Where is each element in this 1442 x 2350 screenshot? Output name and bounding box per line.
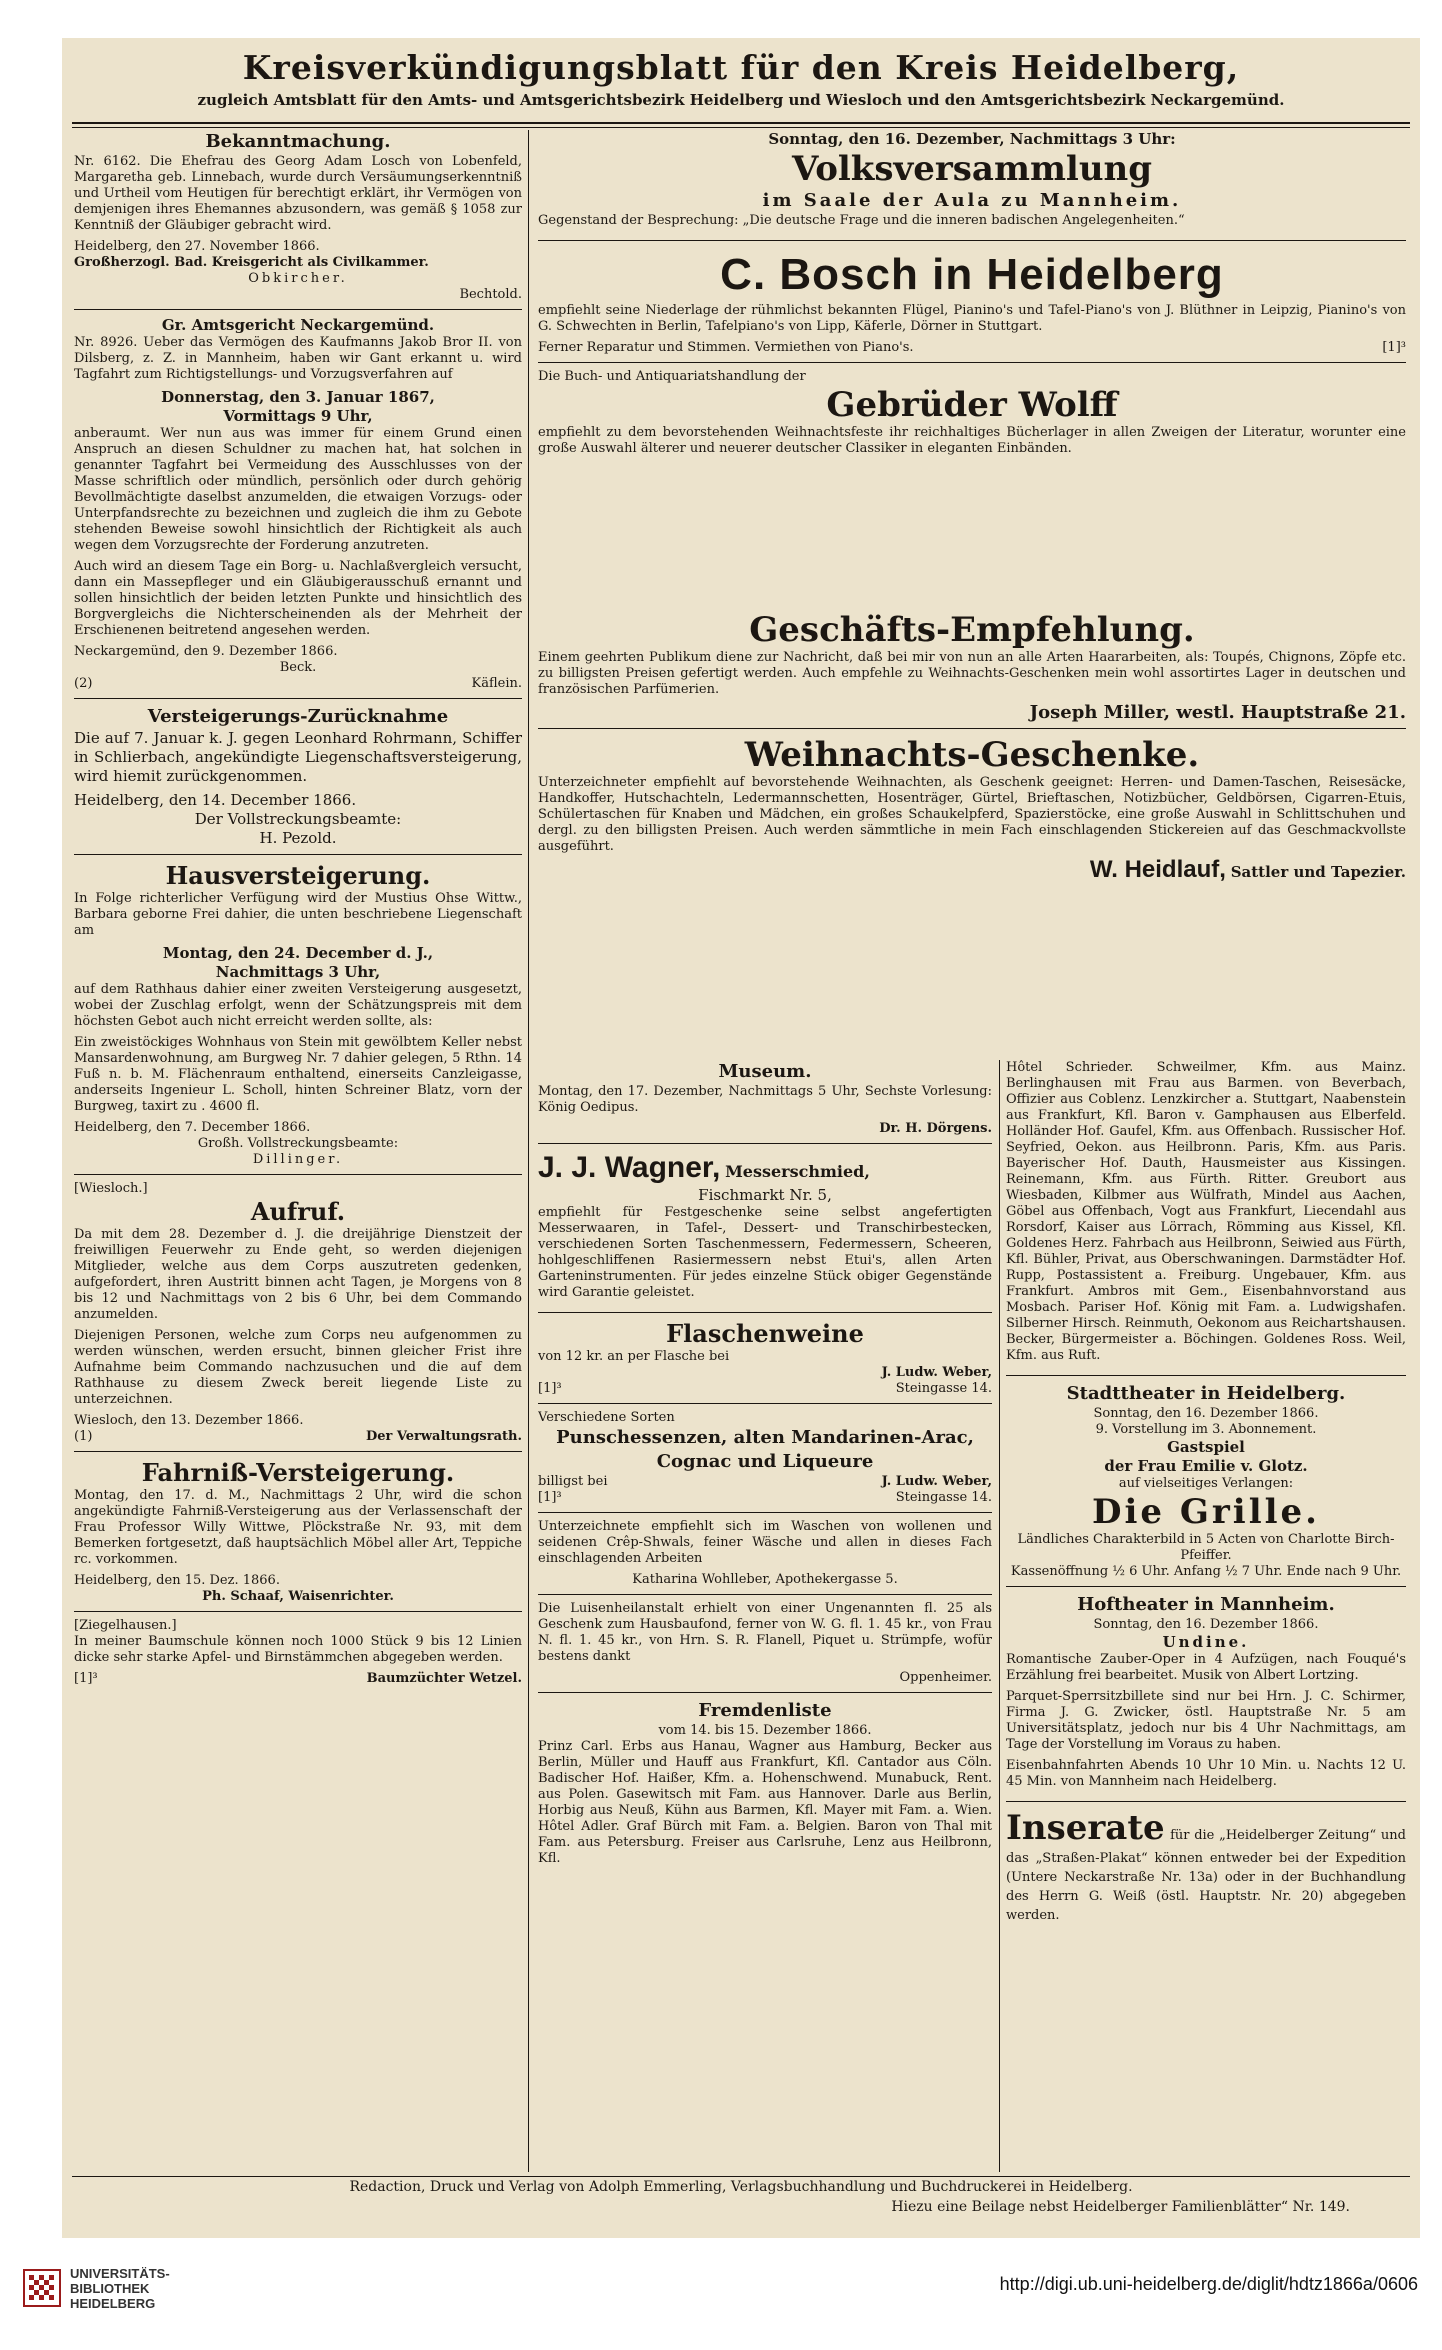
notice-signature: Beck. xyxy=(279,660,317,675)
ad-railway: Eisenbahnfahrten Abends 10 Uhr 10 Min. u. Nachts 12 U. 45 Min. von Mannheim nach Heidelberg. xyxy=(1006,1758,1406,1789)
ad-date: Sonntag, den 16. Dezember 1866. xyxy=(1093,1617,1319,1632)
ad-body: für die „Heidelberger Zeitung“ und das „Straßen-Plakat“ können entweder bei der Expedition (Untere Neckarstraße Nr. 13a) oder in der Buchhandlung des Herrn G. Weiß (östl. Hauptstr. Nr. 20) abgegeben werden. xyxy=(1006,1828,1406,1923)
ad-flaschenweine xyxy=(538,1319,992,1404)
notice-body: Ein zweistöckiges Wohnhaus von Stein mit gewölbtem Keller nebst Mansardenwohnung, am Burgweg Nr. 7 dahier gelegen, 5 Rthn. 14 Fuß n. b. M. Flächenraum enthaltend, einerseits Canzleigasse, anderseits Ingenieur L. Scholl, hinten Schreiner Blatz, vorn der Burgweg, taxirt zu . 4600 fl. xyxy=(74,1035,522,1114)
notice-body: Nr. 6162. Die Ehefrau des Georg Adam Losch von Lobenfeld, Margaretha geb. Linnebach, wurde durch Versäumungserkenntniß und Urtheil vom Heutigen für berechtigt erklärt, ihr Vermögen von demjenigen ihres Ehemannes abzusondern, was gemäß § 1058 zur Kenntniß der Gläubiger gebracht wird. xyxy=(74,154,522,233)
notice-ziegelhausen xyxy=(74,1618,522,1687)
library-logo-icon xyxy=(22,2268,62,2308)
ad-body: Unterzeichnete empfiehlt sich im Waschen von wollenen und seidenen Crêp-Shwals, feiner Wäsche und allen in dieses Fach einschlagenden Arbeiten xyxy=(538,1519,992,1566)
right-middle-column xyxy=(538,610,1406,1060)
ad-title: Gebrüder Wolff xyxy=(826,385,1118,425)
library-name xyxy=(70,2266,170,2311)
notice-date: Heidelberg, den 14. December 1866. xyxy=(74,791,357,809)
ad-body: Einem geehrten Publikum diene zur Nachricht, daß bei mir von nun an alle Arten Haararbeiten, als: Toupés, Chignons, Zöpfe etc. zu billigsten Preisen gefertigt werden. Auch empfehle zu Weihnachts-Geschenken mein wohl assortirtes Lager in deutschen und französischen Parfümerien. xyxy=(538,650,1406,697)
column-divider xyxy=(999,1060,1000,2172)
ad-footer xyxy=(538,340,1406,356)
ad-wolff xyxy=(538,369,1406,457)
notice-title: Gr. Amtsgericht Neckargemünd. xyxy=(161,316,435,334)
ad-title: C. Bosch in Heidelberg xyxy=(720,250,1224,299)
ad-request: auf vielseitiges Verlangen: xyxy=(1118,1476,1294,1491)
ad-number: [1]³ xyxy=(538,1490,562,1505)
ad-number: [1]³ xyxy=(538,1381,562,1396)
ad-gastspiel: Gastspiel xyxy=(1167,1438,1245,1456)
column-divider xyxy=(528,130,529,2172)
notice-signature: Käflein. xyxy=(471,676,522,691)
list-date: vom 14. bis 15. Dezember 1866. xyxy=(658,1723,872,1738)
notice-date: Wiesloch, den 13. Dezember 1866. xyxy=(74,1413,304,1428)
ad-body: Gegenstand der Besprechung: „Die deutsche Frage und die inneren badischen Angelegenheiten.“ xyxy=(538,213,1185,228)
ad-signature-name: W. Heidlauf, xyxy=(1089,856,1226,883)
ad-bosch xyxy=(538,247,1406,363)
ad-body: Die Luisenheilanstalt erhielt von einer Ungenannten fl. 25 als Geschenk zum Hausbaufond, ferner von W. G. fl. 1. 45 kr., von Frau N. fl. 1. 45 kr., von Hrn. S. R. Flanell, Piquet u. Strümpfe, wofür bestens dankt xyxy=(538,1601,992,1664)
notice-signature: Obkircher. xyxy=(248,271,348,286)
notice-court: Großherzogl. Bad. Kreisgericht als Civilkammer. xyxy=(74,255,429,270)
ad-inserate xyxy=(1006,1808,1406,1924)
left-column xyxy=(74,130,522,2172)
notice-time: Nachmittags 3 Uhr, xyxy=(215,963,381,981)
right-column xyxy=(1006,1060,1406,2172)
newspaper-page xyxy=(62,38,1420,2238)
source-url[interactable]: http://digi.ub.uni-heidelberg.de/diglit/hdtz1866a/0606 xyxy=(999,2274,1418,2294)
masthead xyxy=(62,48,1420,109)
ad-title: Museum. xyxy=(718,1061,812,1082)
notice-body: Da mit dem 28. Dezember d. J. die dreijährige Dienstzeit der freiwilligen Feuerwehr zu Ende geht, so werden diejenigen Mitglieder, welche aus dem Corps auszutreten gedenken, aufgefordert, ihren Austritt binnen acht Tagen, je Morgens von 8 bis 12 und Nachmittags von 2 bis 6 Uhr, bei dem Commando anzumelden. xyxy=(74,1227,522,1322)
ad-date: Sonntag, den 16. Dezember 1866. xyxy=(1093,1406,1319,1421)
notice-number: (2) xyxy=(74,676,93,691)
ad-waescherei xyxy=(538,1519,992,1595)
ad-play-title: Die Grille. xyxy=(1091,1492,1321,1532)
notice-place: [Ziegelhausen.] xyxy=(74,1618,177,1633)
ad-body: empfiehlt für Festgeschenke seine selbst angefertigten Messerwaaren, in Tafel-, Dessert- und Transchirbestecken, verschiedenen Sorten Taschenmessern, Federmessern, Scheeren, hohlgeschliffenen Rasiermessern nebst Etui's, allen Arten Garteninstrumenten. Für jedes einzelne Stück obiger Gegenstände wird Garantie geleistet. xyxy=(538,1205,992,1300)
ad-title: Volksversammlung xyxy=(791,149,1153,189)
library-name-line: HEIDELBERG xyxy=(70,2296,156,2311)
ad-subtitle: Messerschmied, xyxy=(725,1162,870,1181)
ad-museum xyxy=(538,1060,992,1144)
notice-number: [1]³ xyxy=(74,1671,98,1686)
ad-signature: Oppenheimer. xyxy=(899,1670,992,1685)
ad-title: Inserate xyxy=(1006,1808,1165,1848)
ad-title: Stadttheater in Heidelberg. xyxy=(1066,1383,1346,1404)
ad-address: Steingasse 14. xyxy=(895,1490,992,1505)
ad-line xyxy=(538,1474,992,1490)
notice-date: Heidelberg, den 15. Dez. 1866. xyxy=(74,1573,280,1588)
notice-body: Nr. 8926. Ueber das Vermögen des Kaufmanns Jakob Bror II. von Dilsberg, z. Z. in Mannheim, haben wir Gant erkannt u. wird Tagfahrt zum Richtigstellungs- und Vorzugsverfahren auf xyxy=(74,335,522,382)
notice-hausversteigerung xyxy=(74,861,522,1175)
ad-stadttheater xyxy=(1006,1382,1406,1587)
notice-body: Die auf 7. Januar k. J. gegen Leonhard Rohrmann, Schiffer in Schlierbach, angekündigte Liegenschaftsversteigerung, wird hiemit zurückgenommen. xyxy=(74,729,522,785)
notice-signature: Baumzüchter Wetzel. xyxy=(366,1671,522,1686)
imprint xyxy=(72,2176,1410,2217)
ad-title: Flaschenweine xyxy=(666,1319,864,1348)
notice-date: Montag, den 24. December d. J., xyxy=(162,944,434,962)
notice-footer xyxy=(74,1429,522,1445)
ad-title: Weihnachts-Geschenke. xyxy=(744,735,1200,775)
notice-signature: Der Verwaltungsrath. xyxy=(365,1429,522,1444)
fremdenliste xyxy=(538,1699,992,1867)
notice-body: In Folge richterlicher Verfügung wird der Mustius Ohse Wittw., Barbara geborne Frei dahier, die unten beschriebene Liegenschaft am xyxy=(74,891,522,938)
notice-number: (1) xyxy=(74,1429,93,1444)
notice-footer xyxy=(74,1671,522,1687)
notice-signature: H. Pezold. xyxy=(259,829,337,847)
notice-aufruf xyxy=(74,1181,522,1452)
ad-body: Ferner Reparatur und Stimmen. Vermiethen von Piano's. xyxy=(538,340,914,355)
ad-volksversammlung xyxy=(538,130,1406,241)
ad-address: Fischmarkt Nr. 5, xyxy=(698,1186,832,1204)
notice-title: Bekanntmachung. xyxy=(205,131,391,152)
ad-location: im Saale der Aula zu Mannheim. xyxy=(762,190,1182,211)
notice-title: Versteigerungs-Zurücknahme xyxy=(147,706,449,727)
ad-guest: der Frau Emilie v. Glotz. xyxy=(1104,1457,1308,1475)
ad-luisenheilanstalt xyxy=(538,1601,992,1693)
ad-title: Punschessenzen, alten Mandarinen-Arac, Cognac und Liqueure xyxy=(556,1427,974,1472)
ad-tickets: Parquet-Sperrsitzbillete sind nur bei Hrn. J. C. Schirmer, Firma J. G. Zwicker, östl. Hauptstraße Nr. 5 am Universitätsplatz, jedoch nur bis 4 Uhr Nachmittags, am Tage der Vorstellung im Voraus zu haben. xyxy=(1006,1689,1406,1752)
ad-signature: Dr. H. Dörgens. xyxy=(879,1121,992,1136)
notice-footer xyxy=(74,676,522,692)
ad-hoftheater xyxy=(1006,1593,1406,1802)
ad-date: Sonntag, den 16. Dezember, Nachmittags 3 Uhr: xyxy=(768,130,1176,148)
ad-signature: Katharina Wohlleber, Apothekergasse 5. xyxy=(632,1572,898,1587)
notice-place: Heidelberg, den 7. December 1866. xyxy=(74,1120,311,1135)
imprint-line: Redaction, Druck und Verlag von Adolph Emmerling, Verlagsbuchhandlung und Buchdruckerei in Heidelberg. xyxy=(349,2179,1133,2195)
ad-time: Kassenöffnung ½ 6 Uhr. Anfang ½ 7 Uhr. Ende nach 9 Uhr. xyxy=(1010,1564,1402,1579)
notice-signature: Dillinger. xyxy=(252,1152,344,1167)
ad-title: Geschäfts-Empfehlung. xyxy=(749,610,1195,650)
ad-body: Unterzeichneter empfiehlt auf bevorstehende Weihnachten, als Geschenk geeignet: Herren- und Damen-Taschen, Reisesäcke, Handkoffer, Hutschachteln, Ledermannschetten, Hosenträger, Gürtel, Brieftaschen, Notizbücher, Geldbörsen, Cigarren-Etuis, Schülertaschen für Knaben und Mädchen, ein großes Schaukelpferd, Spazierstöcke, eine große Auswahl in Schlittschuhen und dergl. zu den billigsten Preisen. Auch werden sämmtliche in mein Fach einschlagenden Stickereien auf das Geschmackvollste ausgeführt. xyxy=(538,775,1406,854)
ad-description: Romantische Zauber-Oper in 4 Aufzügen, nach Fouqué's Erzählung frei bearbeitet. Musik von Albert Lortzing. xyxy=(1006,1652,1406,1683)
notice-office: Großh. Vollstreckungsbeamte: xyxy=(197,1136,399,1151)
notice-body: In meiner Baumschule können noch 1000 Stück 9 bis 12 Linien dicke sehr starke Apfel- und Birnstämmchen abgegeben werden. xyxy=(74,1634,522,1665)
notice-amtsgericht xyxy=(74,316,522,699)
ad-number: [1]³ xyxy=(1382,340,1406,355)
ad-signature xyxy=(538,856,1406,883)
library-name-line: UNIVERSITÄTS- xyxy=(70,2266,170,2281)
ad-title: Hoftheater in Mannheim. xyxy=(1077,1594,1335,1615)
ad-title-row xyxy=(538,1150,992,1186)
notice-signature: Bechtold. xyxy=(459,287,522,302)
ad-footer xyxy=(538,1381,992,1397)
notice-fahrniss-versteigerung xyxy=(74,1458,522,1612)
notice-place: [Wiesloch.] xyxy=(74,1181,148,1196)
ad-wagner xyxy=(538,1150,992,1313)
masthead-rule xyxy=(72,122,1410,128)
ad-weihnachts-geschenke xyxy=(538,735,1406,882)
notice-office: Der Vollstreckungsbeamte: xyxy=(194,810,402,828)
ad-punsch xyxy=(538,1410,992,1513)
notice-date: Heidelberg, den 27. November 1866. xyxy=(74,239,320,254)
ad-performance: 9. Vorstellung im 3. Abonnement. xyxy=(1095,1422,1317,1437)
ad-signature: J. Ludw. Weber, xyxy=(881,1474,992,1489)
notice-body: auf dem Rathhaus dahier einer zweiten Versteigerung ausgesetzt, wobei der Zuschlag erfolgt, wenn der Schätzungspreis mit dem höchsten Gebot auch nicht erreicht werden sollte, als: xyxy=(74,982,522,1029)
ad-body: Montag, den 17. Dezember, Nachmittags 5 Uhr, Sechste Vorlesung: König Oedipus. xyxy=(538,1084,992,1115)
ad-geschaefts-empfehlung xyxy=(538,610,1406,729)
notice-bekanntmachung xyxy=(74,130,522,310)
ad-body: empfiehlt seine Niederlage der rühmlichst bekannten Flügel, Pianino's und Tafel-Piano's von J. Blüthner in Leipzig, Pianino's von G. Schwechten in Berlin, Tafelpiano's von Lipp, Käferle, Dörner in Stuttgart. xyxy=(538,303,1406,334)
ad-signature-trade: Sattler und Tapezier. xyxy=(1230,863,1406,881)
ad-intro: Die Buch- und Antiquariatshandlung der xyxy=(538,369,806,384)
ad-body: von 12 kr. an per Flasche bei xyxy=(538,1349,730,1364)
imprint-supplement: Hiezu eine Beilage nebst Heidelberger Familienblätter“ Nr. 149. xyxy=(891,2199,1350,2215)
list-body: Prinz Carl. Erbs aus Hanau, Wagner aus Hamburg, Becker aus Berlin, Müller und Hauff aus Frankfurt, Kfl. Cantador aus Cöln. Badischer Hof. Haißer, Kfm. a. Hohenschwend. Munabuck, Rent. aus Polen. Gasewitsch mit Fam. aus Hannover. Darle aus Berlin, Horbig aus Neuß, Kühn aus Barmen, Kfl. Mayer mit Fam. a. Wien. Hôtel Adler. Graf Bürch mit Fam. a. Belgien. Baron von Thal mit Fam. aus Petersburg. Freiser aus Carlsruhe, Lenz aus Heilbronn, Kfl. xyxy=(538,1739,992,1866)
right-top-column xyxy=(538,130,1406,610)
notice-title: Hausversteigerung. xyxy=(165,861,431,890)
notice-body: Diejenigen Personen, welche zum Corps neu aufgenommen zu werden wünschen, werden ersucht, binnen gleicher Frist ihre Aufnahme beim Commando nachzusuchen und die auf dem Rathhause zu diesem Zweck bereit liegende Liste zu unterzeichnen. xyxy=(74,1328,522,1407)
masthead-subtitle: zugleich Amtsblatt für den Amts- und Amtsgerichtsbezirk Heidelberg und Wiesloch und den Amtsgerichtsbezirk Neckargemünd. xyxy=(197,91,1285,109)
notice-body: Auch wird an diesem Tage ein Borg- u. Nachlaßvergleich versucht, dann ein Massepfleger und ein Gläubigerausschuß ernannt und sollen hinsichtlich der beiden letzten Punkte und hinsichtlich des Borgvergleichs die Nichterscheinenden als der Mehrheit der Erschienenen beitretend angesehen werden. xyxy=(74,559,522,638)
notice-title: Fahrniß-Versteigerung. xyxy=(141,1458,455,1487)
ad-footer xyxy=(538,1490,992,1506)
list-title: Fremdenliste xyxy=(698,1700,832,1721)
ad-signature: J. Ludw. Weber, xyxy=(881,1365,992,1380)
notice-versteigerung-zuruecknahme xyxy=(74,705,522,855)
ad-body: billigst bei xyxy=(538,1474,608,1489)
notice-body: Montag, den 17. d. M., Nachmittags 2 Uhr, wird die schon angekündigte Fahrniß-Versteigerung aus der Verlassenschaft der Frau Professor Willy Wittwe, Plöckstraße Nr. 93, mit dem Bemerken fortgesetzt, daß hauptsächlich Möbel aller Art, Teppiche rc. vorkommen. xyxy=(74,1488,522,1567)
notice-signature: Ph. Schaaf, Waisenrichter. xyxy=(202,1589,394,1604)
ad-intro: Verschiedene Sorten xyxy=(538,1410,675,1425)
notice-place: Neckargemünd, den 9. Dezember 1866. xyxy=(74,644,338,659)
ad-address: Steingasse 14. xyxy=(895,1381,992,1396)
ad-play-title: Undine. xyxy=(1162,1633,1250,1651)
notice-date: Donnerstag, den 3. Januar 1867, xyxy=(161,388,435,406)
masthead-title: Kreisverkündigungsblatt für den Kreis Heidelberg, xyxy=(242,48,1240,87)
library-name-line: BIBLIOTHEK xyxy=(70,2281,150,2296)
fremdenliste-continued xyxy=(1006,1060,1406,1376)
notice-body: anberaumt. Wer nun aus was immer für einem Grund einen Anspruch an diesen Schuldner zu machen hat, hat solchen in genannter Tagfahrt bei Vermeidung des Ausschlusses von der Masse schriftlich oder mündlich, persönlich oder durch gehörig Bevollmächtigte daselbst anzumelden, die etwaigen Vorzugs- oder Unterpfandsrechte zu bezeichnen und zugleich die ihm zu Gebote stehenden Beweise sowohl hinsichtlich der Richtigkeit als auch wegen dem Vorzugsrechte der Forderung anzutreten. xyxy=(74,426,522,553)
list-body: Hôtel Schrieder. Schweilmer, Kfm. aus Mainz. Berlinghausen mit Frau aus Barmen. von Beverbach, Offizier aus Coblenz. Lenzkircher a. Stuttgart, Naabenstein aus Frankfurt, Kfl. Baron v. Gamphausen aus Elberfeld. Holländer Hof. Gaufel, Kfm. aus Offenbach. Russischer Hof. Seyfried, Oekon. aus Heilbronn. Paris, Kfm. aus Paris. Bayerischer Hof. Dauth, Hausmeister aus Kissingen. Reinemann, Kfm. aus Fürth. Ritter. Greubort aus Wiesbaden, Kilbmer aus Wülfrath, Mindel aus Aachen, Göbel aus Offenbach, Vogt aus Frankfurt, Liecendahl aus Rorsdorf, Kaiser aus Lörrach, Römming aus Kissel, Kfl. Goldenes Herz. Fahrbach aus Heilbronn, Seiwied aus Fürth, Kfl. Bühler, Privat, aus Oberschwaningen. Darmstädter Hof. Rupp, Postassistent a. Freiburg. Ungebauer, Kfm. aus Frankfurt. Ambros mit Gem., Eisenbahnvorstand aus Mosbach. Pariser Hof. König mit Fam. a. Ludwigshafen. Silberner Hirsch. Reinmuth, Oekonom aus Reichartshausen. Becker, Bürgermeister a. Böchingen. Goldenes Ross. Weil, Kfm. aus Ruft. xyxy=(1006,1060,1406,1363)
ad-description: Ländliches Charakterbild in 5 Acten von Charlotte Birch-Pfeiffer. xyxy=(1017,1532,1395,1563)
notice-title: Aufruf. xyxy=(250,1197,346,1226)
center-column xyxy=(538,1060,992,2172)
ad-body: empfiehlt zu dem bevorstehenden Weihnachtsfeste ihr reichhaltiges Bücherlager in allen Zweigen der Literatur, worunter eine große Auswahl älterer und neuerer deutscher Classiker in eleganten Einbänden. xyxy=(538,425,1406,456)
ad-title: J. J. Wagner, xyxy=(538,1151,721,1184)
ad-signature: Joseph Miller, westl. Hauptstraße 21. xyxy=(1029,702,1406,723)
notice-time: Vormittags 9 Uhr, xyxy=(223,407,373,425)
